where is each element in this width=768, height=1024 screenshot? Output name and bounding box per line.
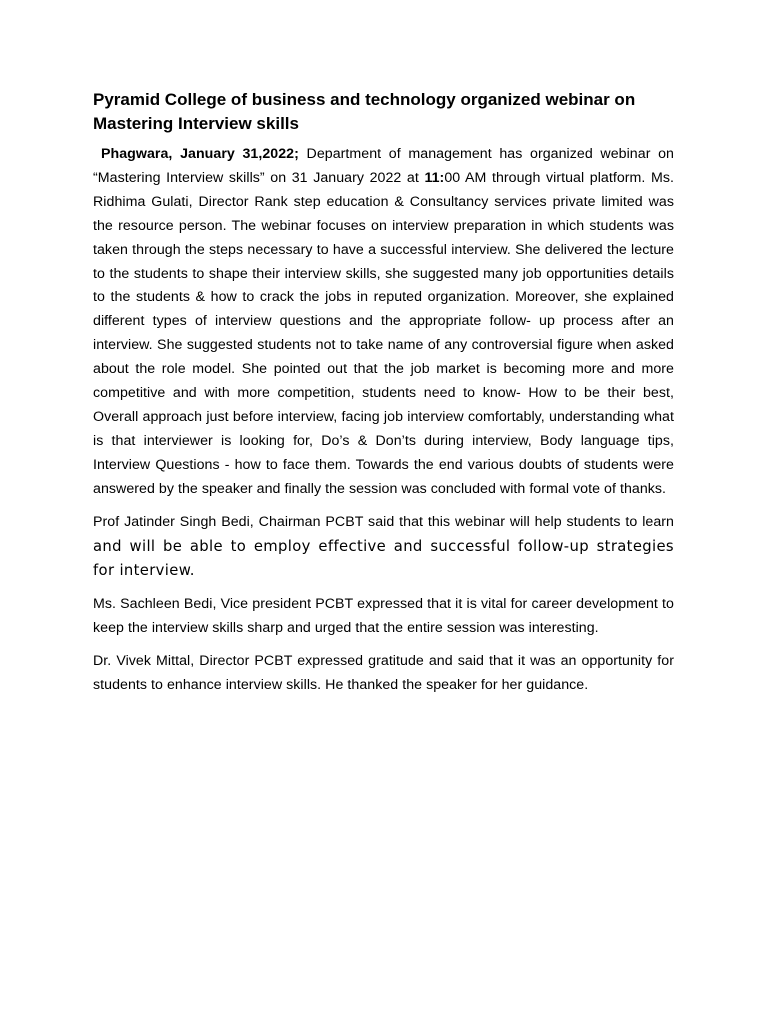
- paragraph-vice-president-quote: Ms. Sachleen Bedi, Vice president PCBT expressed that it is vital for career development to keep the interview skills sharp and urged that the entire session was interesting.: [93, 596, 674, 637]
- dateline: Phagwara, January 31,2022;: [101, 146, 299, 162]
- chairman-text-start: Prof Jatinder Singh Bedi, Chairman PCBT said that this webinar will help students to learn: [93, 513, 674, 530]
- article-title: Pyramid College of business and technology organized webinar on Mastering Interview skills: [93, 90, 636, 133]
- summary-text-start: Department of management has organized webinar on “Mastering Interview skills” on 31 January 2022 at: [93, 146, 674, 186]
- paragraph-director-quote: Dr. Vivek Mittal, Director PCBT expressed gratitude and said that it was an opportunity for students to enhance interview skills. He thanked the speaker for her guidance.: [93, 653, 674, 694]
- paragraph-chairman-quote: [93, 511, 674, 585]
- chairman-text-large: and will be able to employ effective and successful follow-up strategies for interview.: [93, 537, 674, 580]
- time-bold: 11:: [424, 169, 445, 186]
- paragraph-event-summary: [93, 143, 674, 502]
- summary-text-rest: 00 AM through virtual platform. Ms. Ridhima Gulati, Director Rank step education & Consultancy services private limited was the resource person. The webinar focuses on interview preparation in which students was taken through the steps necessary to have a successful interview. She delivered the lecture to the students to shape their interview skills, she suggested many job opportunities details to the students & how to crack the jobs in reputed organization. Moreover, she explained different types of interview questions and the appropriate follow- up process after an interview. She suggested students not to take name of any controversial figure when asked about the role model. She pointed out that the job market is becoming more and more competitive and with more competition, students need to know- How to be their best, Overall approach just before interview, facing job interview comfortably, understanding what is that interviewer is looking for, Do’s & Don’ts during interview, Body language tips, Interview Questions - how to face them. Towards the end various doubts of students were answered by the speaker and finally the session was concluded with formal vote of thanks.: [93, 169, 675, 497]
